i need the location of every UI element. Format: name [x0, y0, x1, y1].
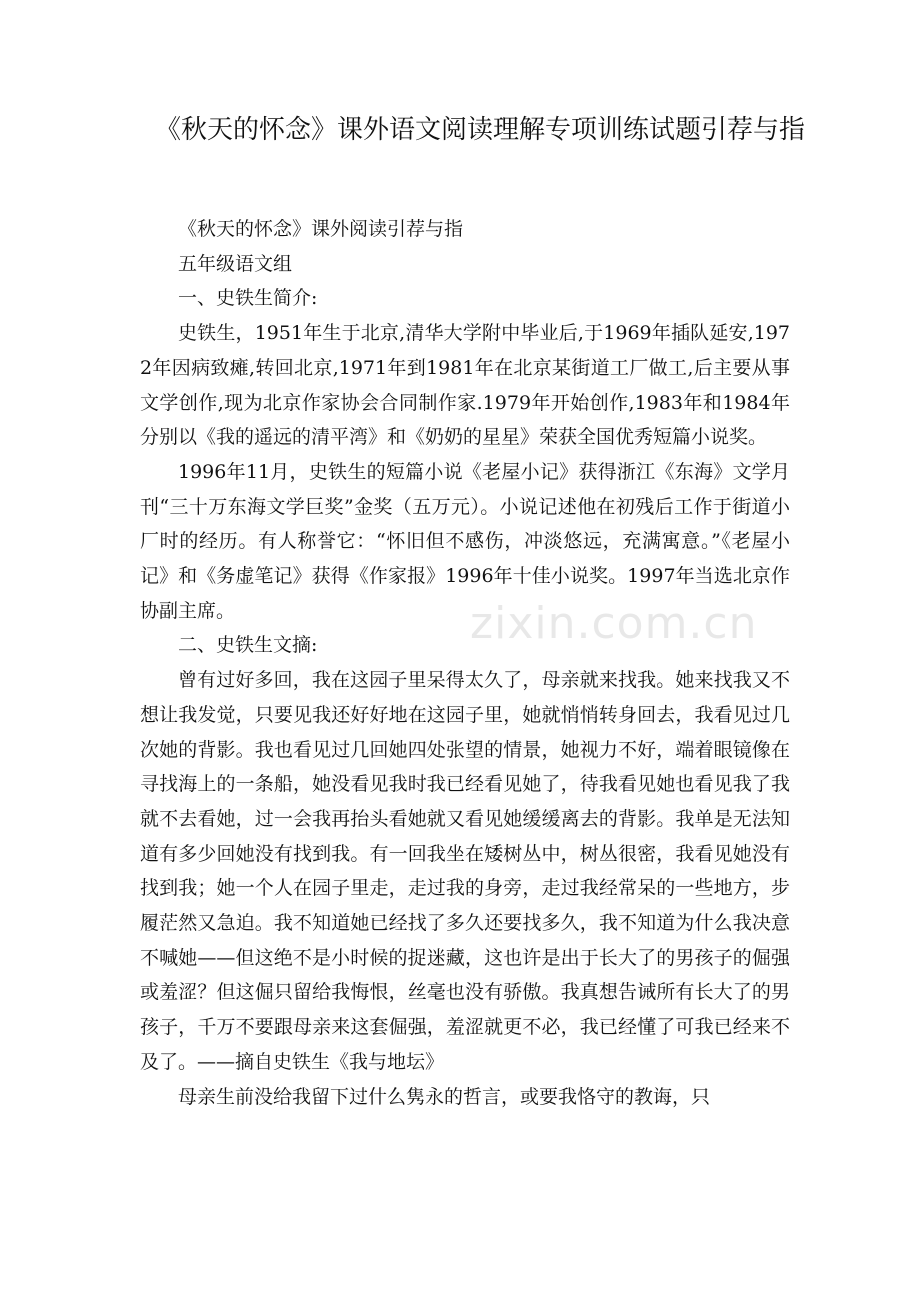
document-body — [140, 212, 790, 1114]
document-title: 《秋天的怀念》课外语文阅读理解专项训练试题引荐与指 — [154, 115, 805, 145]
watermark: zixin.com.cn — [470, 598, 758, 649]
paragraph-heading: 《秋天的怀念》课外阅读引荐与指 — [178, 218, 464, 240]
paragraph-bio: 史铁生，1951年生于北京,清华大学附中毕业后,于1969年插队延安,1972年因病致瘫,转回北京,1971年到1981年在北京某街道工厂做工,后主要从事文学创作,现为北京作家协会合同制作家.1979年开始创作,1983年和1984年分别以《我的遥远的清平湾》和《奶奶的星星》荣获全国优秀短篇小说奖。 — [140, 322, 790, 449]
paragraph-award: 1996年11月，史铁生的短篇小说《老屋小记》获得浙江《东海》文学月刊“三十万东海文学巨奖”金奖（五万元）。小说记述他在初残后工作于街道小厂时的经历。有人称誉它：“怀旧但不感伤，冲淡悠远，充满寓意。”《老屋小记》和《务虚笔记》获得《作家报》1996年十佳小说奖。1997年当选北京作协副主席。 — [140, 460, 790, 622]
paragraph-continued: 母亲生前没给我留下过什么隽永的哲言，或要我恪守的教诲，只 — [178, 1085, 711, 1108]
paragraph-author-group: 五年级语文组 — [178, 252, 293, 275]
paragraph-excerpt: 曾有过好多回，我在这园子里呆得太久了，母亲就来找我。她来找我又不想让我发觉，只要见我还好好地在这园子里，她就悄悄转身回去，我看见过几次她的背影。我也看见过几回她四处张望的情景，她视力不好，端着眼镜像在寻找海上的一条船，她没看见我时我已经看见她了，待我看见她也看见我了我就不去看她，过一会我再抬头看她就又看见她缓缓离去的背影。我单是无法知道有多少回她没有找到我。有一回我坐在矮树丛中，树丛很密，我看见她没有找到我；她一个人在园子里走，走过我的身旁，走过我经常呆的一些地方，步履茫然又急迫。我不知道她已经找了多久还要找多久，我不知道为什么我决意不喊她——但这绝不是小时候的捉迷藏，这也许是出于长大了的男孩子的倔强或羞涩？但这倔只留给我悔恨，丝毫也没有骄傲。我真想告诫所有长大了的男孩子，千万不要跟母亲来这套倔强，羞涩就更不必，我已经懂了可我已经来不及了。——摘自史铁生《我与地坛》 — [140, 669, 790, 1073]
section-heading-intro: 一、史铁生简介: — [178, 287, 318, 310]
section-heading-excerpt: 二、史铁生文摘: — [178, 634, 318, 657]
